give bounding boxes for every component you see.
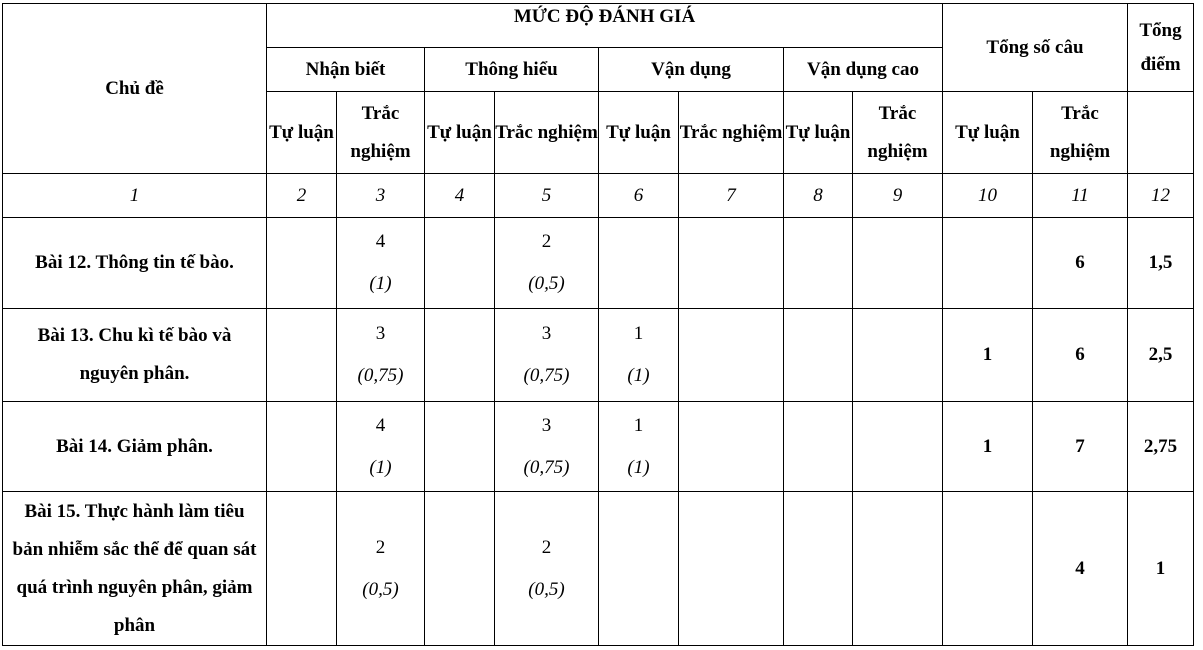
nb-tn-cell: 3 (0,75) xyxy=(337,309,425,402)
empty-cell xyxy=(853,402,943,492)
subheader-tu-luan: Tự luận xyxy=(943,92,1033,174)
column-number: 10 xyxy=(943,174,1033,218)
tong-tn-cell: 7 xyxy=(1033,402,1128,492)
diem-cell: 2,5 xyxy=(1128,309,1194,402)
subheader-tu-luan: Tự luận xyxy=(784,92,853,174)
tong-tl-cell: 1 xyxy=(943,309,1033,402)
header-level-nhan-biet: Nhận biết xyxy=(267,48,425,92)
subheader-tu-luan: Tự luận xyxy=(599,92,679,174)
column-number: 8 xyxy=(784,174,853,218)
empty-cell xyxy=(679,309,784,402)
subheader-trac-nghiem: Trắc nghiệm xyxy=(337,92,425,174)
table-row xyxy=(3,218,1194,309)
empty-cell xyxy=(853,218,943,309)
empty-cell xyxy=(853,309,943,402)
nb-tn-cell: 2 (0,5) xyxy=(337,492,425,646)
column-number: 12 xyxy=(1128,174,1194,218)
empty-cell xyxy=(425,309,495,402)
subheader-trac-nghiem: Trắc nghiệm xyxy=(1033,92,1128,174)
empty-cell xyxy=(853,492,943,646)
th-tn-cell: 2 (0,5) xyxy=(495,218,599,309)
empty-cell xyxy=(425,402,495,492)
column-number: 6 xyxy=(599,174,679,218)
th-tn-cell: 3 (0,75) xyxy=(495,309,599,402)
table-row xyxy=(3,402,1194,492)
vd-tl-cell: 1 (1) xyxy=(599,309,679,402)
column-number: 2 xyxy=(267,174,337,218)
column-number: 9 xyxy=(853,174,943,218)
tong-tl-cell: 1 xyxy=(943,402,1033,492)
empty-cell xyxy=(784,218,853,309)
tong-tl-cell xyxy=(943,492,1033,646)
empty-cell xyxy=(679,218,784,309)
column-number: 7 xyxy=(679,174,784,218)
column-number: 1 xyxy=(3,174,267,218)
subheader-tu-luan: Tự luận xyxy=(267,92,337,174)
vd-tl-cell xyxy=(599,218,679,309)
diem-cell: 1,5 xyxy=(1128,218,1194,309)
header-tong-so-cau: Tổng số câu xyxy=(943,4,1128,92)
empty-cell xyxy=(267,492,337,646)
tong-tn-cell: 6 xyxy=(1033,218,1128,309)
column-number: 5 xyxy=(495,174,599,218)
subheader-trac-nghiem: Trắc nghiệm xyxy=(853,92,943,174)
table-row xyxy=(3,309,1194,402)
header-level-van-dung-cao: Vận dụng cao xyxy=(784,48,943,92)
empty-cell xyxy=(267,218,337,309)
th-tn-cell: 3 (0,75) xyxy=(495,402,599,492)
row-topic: Bài 15. Thực hành làm tiêu bản nhiễm sắc thể để quan sát quá trình nguyên phân, giảm phân xyxy=(3,492,267,646)
nb-tn-cell: 4 (1) xyxy=(337,402,425,492)
row-topic: Bài 13. Chu kì tế bào và nguyên phân. xyxy=(3,309,267,402)
row-topic: Bài 14. Giảm phân. xyxy=(3,402,267,492)
tong-tl-cell xyxy=(943,218,1033,309)
vd-tl-cell xyxy=(599,492,679,646)
header-chu-de: Chủ đề xyxy=(3,4,267,174)
column-number: 3 xyxy=(337,174,425,218)
header-level-van-dung: Vận dụng xyxy=(599,48,784,92)
column-number-row xyxy=(3,174,1194,218)
assessment-matrix-table xyxy=(2,3,1194,646)
empty-cell xyxy=(679,402,784,492)
header-muc-do: MỨC ĐỘ ĐÁNH GIÁ xyxy=(267,4,943,48)
empty-cell xyxy=(679,492,784,646)
subheader-tu-luan: Tự luận xyxy=(425,92,495,174)
vd-tl-cell: 1 (1) xyxy=(599,402,679,492)
subheader-trac-nghiem: Trắc nghiệm xyxy=(679,92,784,174)
empty-cell xyxy=(784,309,853,402)
diem-cell: 1 xyxy=(1128,492,1194,646)
empty-cell xyxy=(267,402,337,492)
row-topic: Bài 12. Thông tin tế bào. xyxy=(3,218,267,309)
th-tn-cell: 2 (0,5) xyxy=(495,492,599,646)
column-number: 11 xyxy=(1033,174,1128,218)
nb-tn-cell: 4 (1) xyxy=(337,218,425,309)
table-row xyxy=(3,492,1194,646)
empty-cell xyxy=(425,218,495,309)
empty-cell xyxy=(784,402,853,492)
diem-cell: 2,75 xyxy=(1128,402,1194,492)
header-tong-diem: Tổng điểm xyxy=(1128,4,1194,92)
tong-tn-cell: 6 xyxy=(1033,309,1128,402)
header-level-thong-hieu: Thông hiểu xyxy=(425,48,599,92)
tong-tn-cell: 4 xyxy=(1033,492,1128,646)
subheader-trac-nghiem: Trắc nghiệm xyxy=(495,92,599,174)
empty-cell xyxy=(267,309,337,402)
empty-cell xyxy=(784,492,853,646)
empty-cell xyxy=(1128,92,1194,174)
empty-cell xyxy=(425,492,495,646)
column-number: 4 xyxy=(425,174,495,218)
